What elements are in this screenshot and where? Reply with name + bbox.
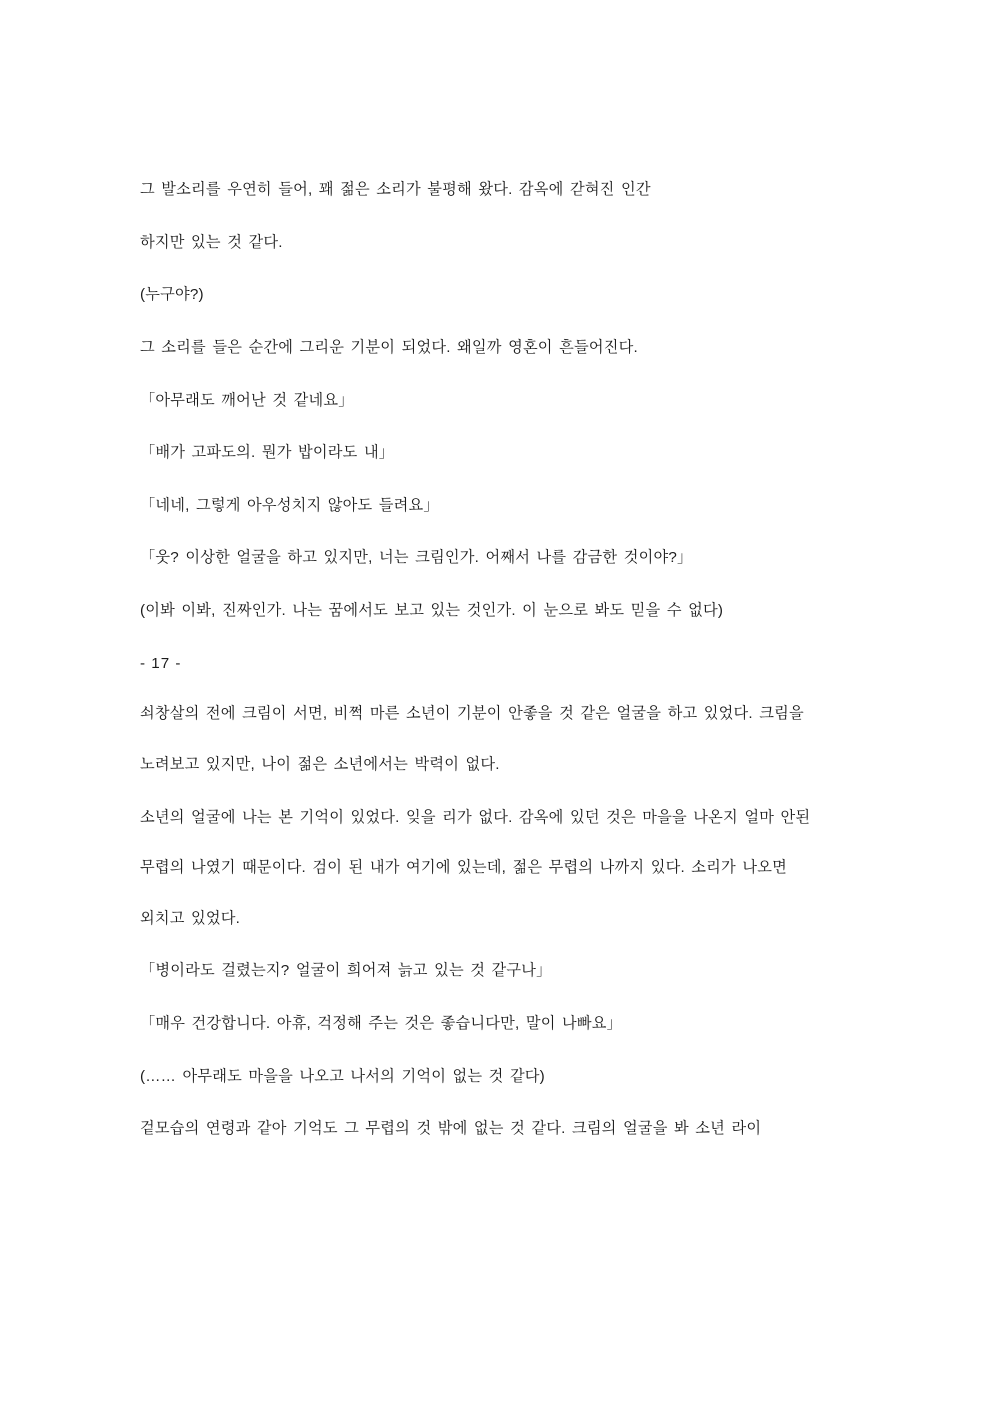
paragraph: 「웃? 이상한 얼굴을 하고 있지만, 너는 크림인가. 어째서 나를 감금한 것이야?」 bbox=[140, 549, 693, 567]
paragraph: 「병이라도 걸렸는지? 얼굴이 희어져 늙고 있는 것 같구나」 bbox=[140, 962, 552, 980]
paragraph: 「배가 고파도의. 뭔가 밥이라도 내」 bbox=[140, 444, 395, 462]
paragraph: 「네네, 그렇게 아우성치지 않아도 들려요」 bbox=[140, 496, 439, 514]
paragraph: (이봐 이봐, 진짜인가. 나는 꿈에서도 보고 있는 것인가. 이 눈으로 봐도 믿을 수 없다) bbox=[140, 602, 724, 619]
paragraph: 무렵의 나였기 때문이다. 검이 된 내가 여기에 있는데, 젊은 무렵의 나까지 있다. 소리가 나오면 bbox=[140, 859, 787, 877]
paragraph: 「아무래도 깨어난 것 같네요」 bbox=[140, 391, 354, 409]
paragraph: 노려보고 있지만, 나이 젊은 소년에서는 박력이 없다. bbox=[140, 755, 500, 773]
page-number: - 17 - bbox=[140, 654, 182, 672]
paragraph: 「매우 건강합니다. 아휴, 걱정해 주는 것은 좋습니다만, 말이 나빠요」 bbox=[140, 1015, 623, 1032]
paragraph: 하지만 있는 것 같다. bbox=[140, 233, 283, 251]
paragraph: 그 소리를 들은 순간에 그리운 기분이 되었다. 왜일까 영혼이 흔들어진다. bbox=[140, 338, 638, 356]
paragraph: 외치고 있었다. bbox=[140, 909, 241, 927]
paragraph: 겉모습의 연령과 같아 기억도 그 무렵의 것 밖에 없는 것 같다. 크림의 얼굴을 봐 소년 라이 bbox=[140, 1120, 762, 1138]
document-body bbox=[140, 178, 856, 1142]
paragraph: 그 발소리를 우연히 들어, 꽤 젊은 소리가 불평해 왔다. 감옥에 갇혀진 인간 bbox=[140, 181, 651, 198]
paragraph: (…… 아무래도 마을을 나오고 나서의 기억이 없는 것 같다) bbox=[140, 1067, 545, 1085]
paragraph: (누구야?) bbox=[140, 286, 204, 304]
paragraph: 소년의 얼굴에 나는 본 기억이 있었다. 잊을 리가 없다. 감옥에 있던 것은 마을을 나온지 얼마 안된 bbox=[140, 808, 811, 826]
paragraph: 쇠창살의 전에 크림이 서면, 비쩍 마른 소년이 기분이 안좋을 것 같은 얼굴을 하고 있었다. 크림을 bbox=[140, 705, 804, 723]
